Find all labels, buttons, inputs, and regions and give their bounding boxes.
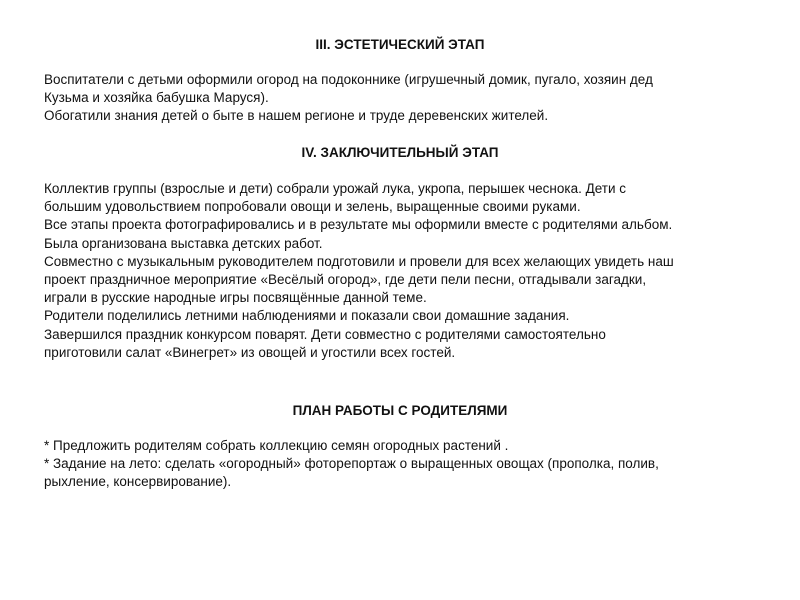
text-line: Совместно с музыкальным руководителем подготовили и провели для всех желающих увидеть наш <box>44 253 674 269</box>
section-3-text <box>44 71 774 126</box>
parents-plan-title: ПЛАН РАБОТЫ С РОДИТЕЛЯМИ <box>292 403 508 418</box>
text-line: Была организована выставка детских работ. <box>44 235 323 251</box>
section-3-title: III. ЭСТЕТИЧЕСКИЙ ЭТАП <box>315 37 485 52</box>
text-line: приготовили салат «Винегрет» из овощей и угостили всех гостей. <box>44 344 456 360</box>
text-line: Коллектив группы (взрослые и дети) собрали урожай лука, укропа, перышек чеснока. Дети с <box>44 181 627 196</box>
parents-plan-text <box>44 437 774 492</box>
text-line: проект праздничное мероприятие «Весёлый огород», где дети пели песни, отгадывали загадки, <box>44 272 647 288</box>
text-line: Воспитатели с детьми оформили огород на подоконнике (игрушечный домик, пугало, хозяин дед <box>44 72 653 87</box>
text-line: рыхление, консервирование). <box>44 474 232 490</box>
text-line: Завершился праздник конкурсом поварят. Дети совместно с родителями самостоятельно <box>44 326 606 342</box>
section-4-text <box>44 180 774 362</box>
text-line: Обогатили знания детей о быте в нашем регионе и труде деревенских жителей. <box>44 108 549 124</box>
list-item: * Предложить родителям собрать коллекцию семян огородных растений . <box>44 438 509 453</box>
list-item: * Задание на лето: сделать «огородный» фоторепортаж о выращенных овощах (прополка, полив, <box>44 456 659 472</box>
text-line: играли в русские народные игры посвящённые данной теме. <box>44 290 427 306</box>
text-line: большим удовольствием попробовали овощи и зелень, выращенные своими руками. <box>44 199 581 215</box>
section-4-title: IV. ЗАКЛЮЧИТЕЛЬНЫЙ ЭТАП <box>301 145 499 160</box>
text-line: Все этапы проекта фотографировались и в результате мы оформили вместе с родителями альбом. <box>44 217 673 233</box>
text-line: Родители поделились летними наблюдениями и показали свои домашние задания. <box>44 308 570 324</box>
text-line: Кузьма и хозяйка бабушка Маруся). <box>44 90 269 106</box>
